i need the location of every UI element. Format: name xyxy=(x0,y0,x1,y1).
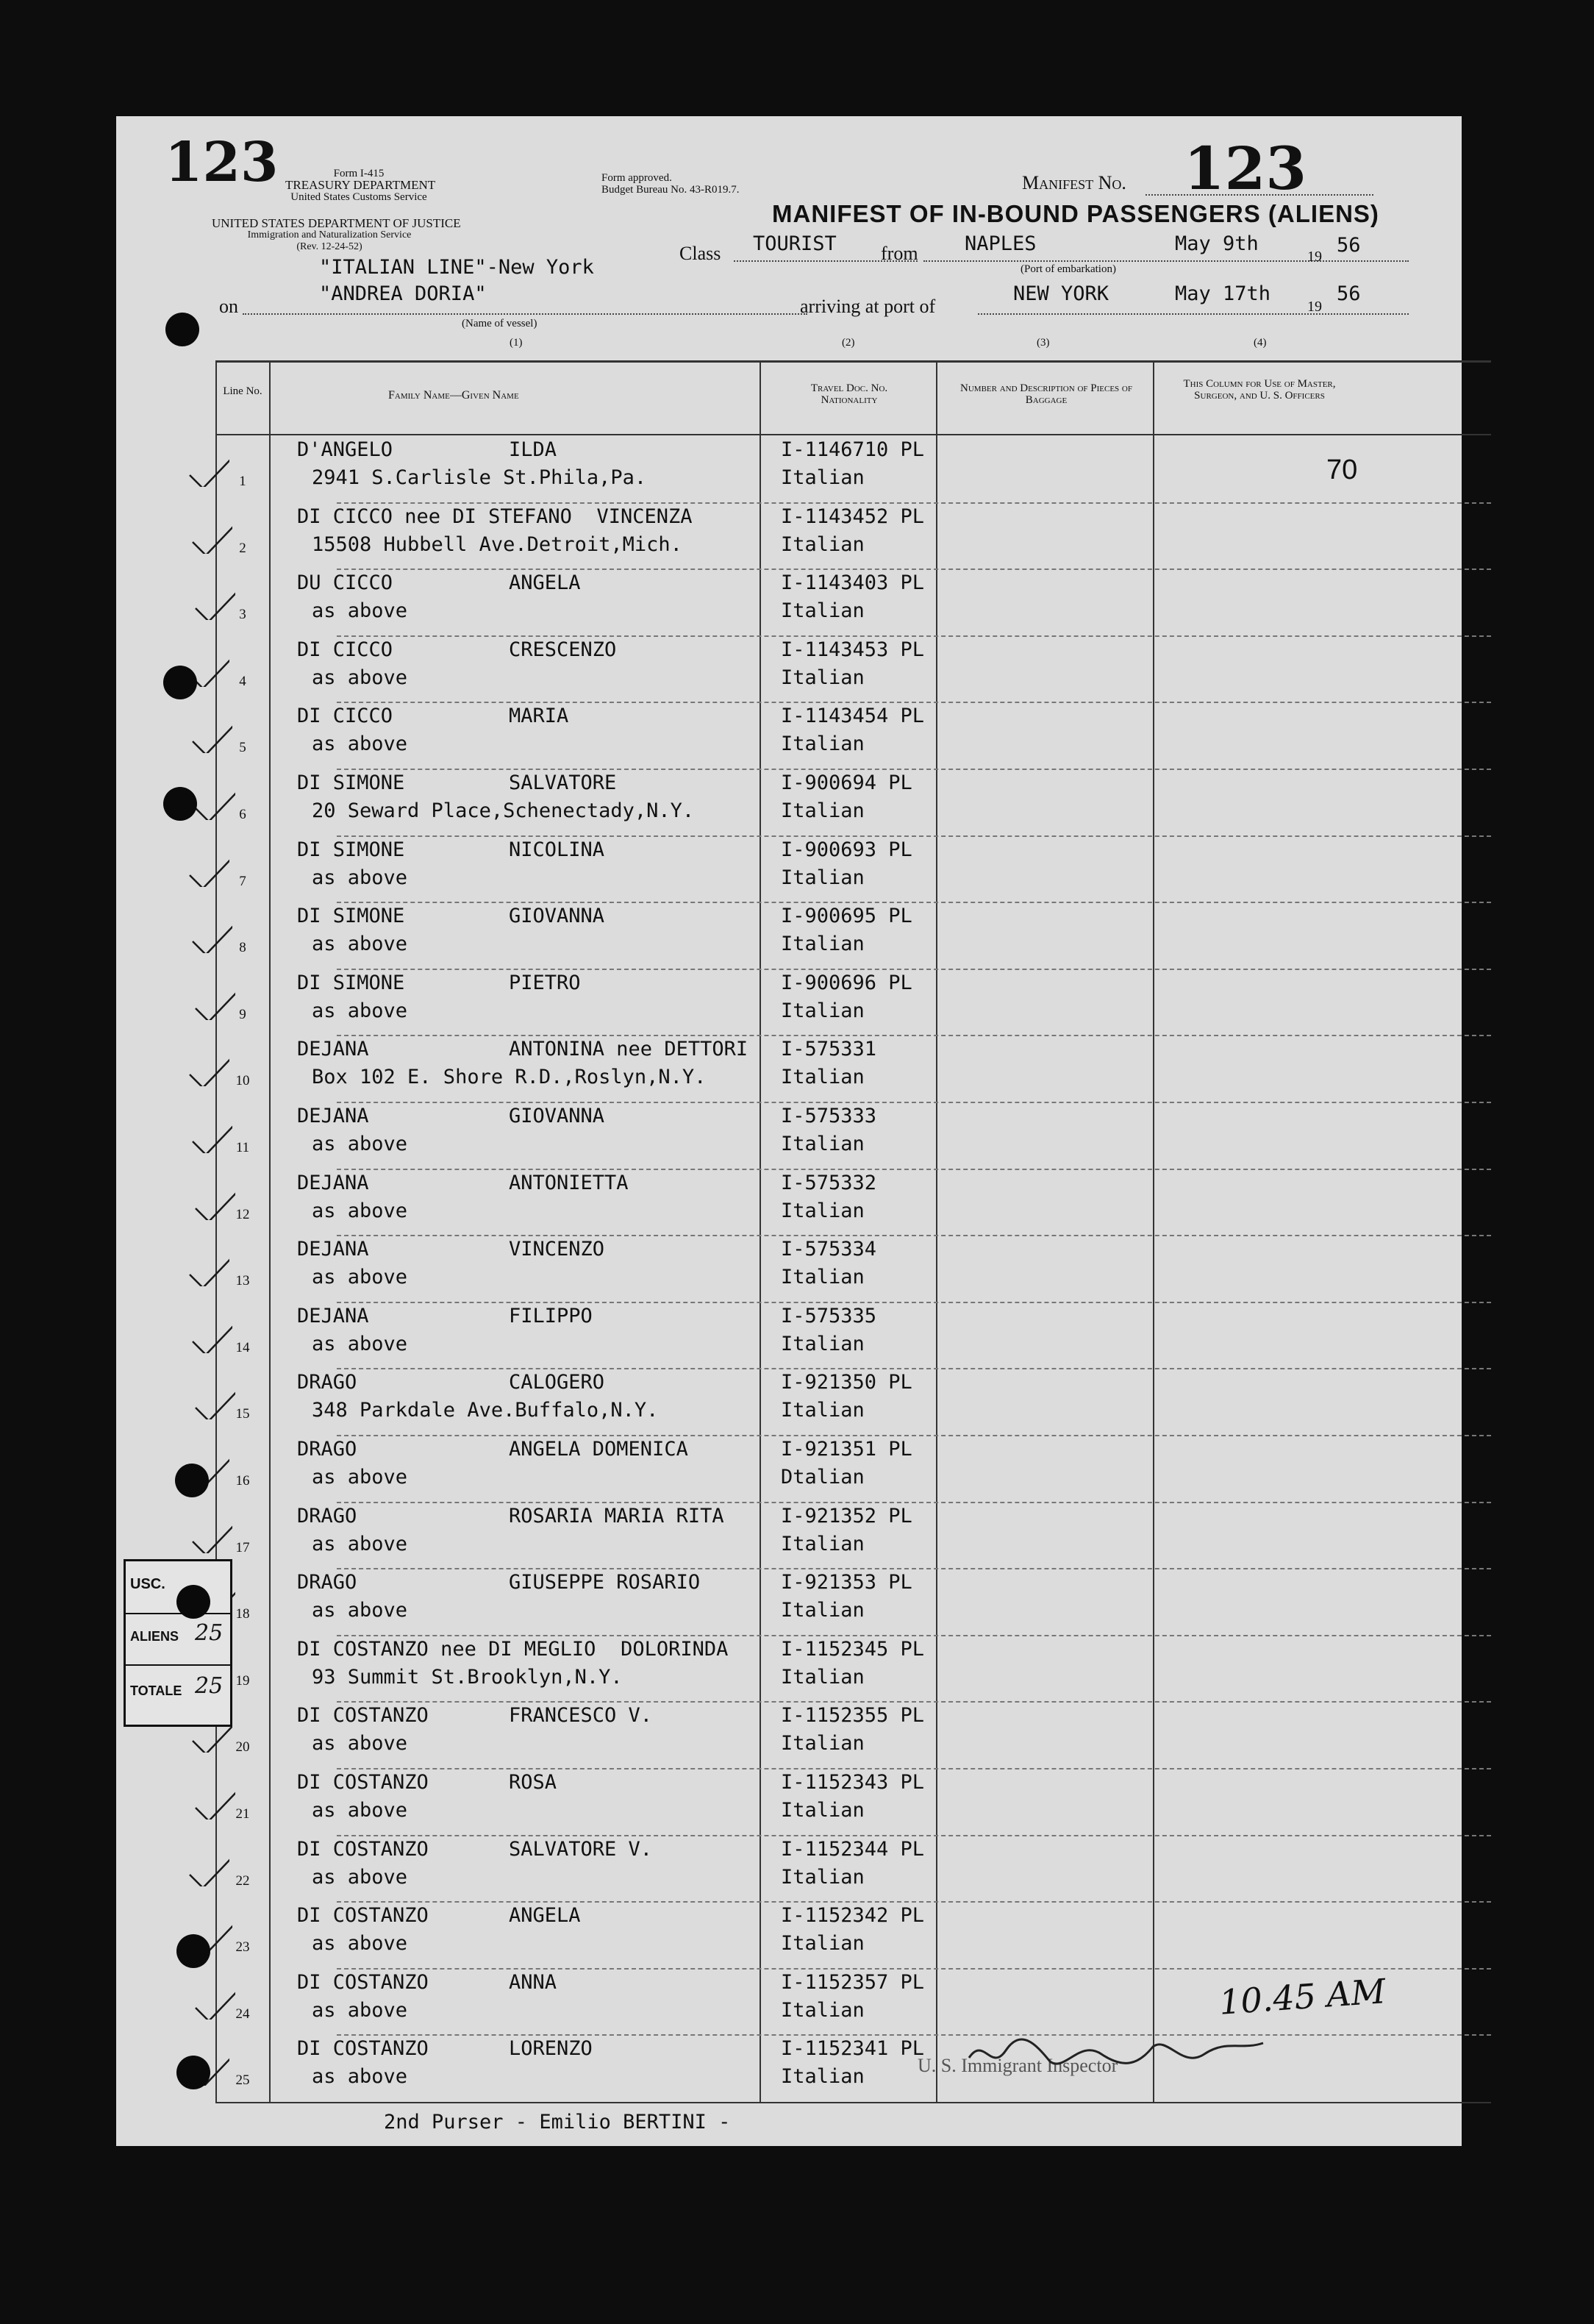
vessel-underline xyxy=(243,313,807,315)
travel-document-number: I-575331 xyxy=(781,1038,877,1061)
punch-hole xyxy=(165,313,199,346)
address-or-note: 20 Seward Place,Schenectady,N.Y. xyxy=(312,799,695,822)
given-name: ROSA xyxy=(509,1771,557,1794)
line-number: 2 xyxy=(239,540,246,556)
travel-document-number: I-1152345 PL xyxy=(781,1637,925,1661)
travel-document-number: I-575335 xyxy=(781,1304,877,1327)
nationality: Italian xyxy=(781,733,865,756)
line-number: 13 xyxy=(235,1273,250,1289)
address-or-note: as above xyxy=(312,1998,408,2022)
nationality: Italian xyxy=(781,1332,865,1355)
given-name: GIUSEPPE ROSARIO xyxy=(509,1571,701,1594)
nationality: Italian xyxy=(781,933,865,956)
nationality: Italian xyxy=(781,1133,865,1155)
travel-document-number: I-575334 xyxy=(781,1238,877,1261)
nationality: Italian xyxy=(781,1399,865,1422)
department-block xyxy=(212,216,461,253)
row-separator xyxy=(337,835,1491,837)
nationality: Italian xyxy=(781,532,865,556)
check-mark-icon xyxy=(193,983,235,1020)
family-name: DI COSTANZO xyxy=(297,2037,429,2061)
row-separator xyxy=(337,969,1491,970)
check-mark-icon xyxy=(193,1783,235,1819)
row-separator xyxy=(337,1235,1491,1236)
tally-total-value: 25 xyxy=(195,1673,224,1699)
nationality: Italian xyxy=(781,466,865,489)
given-name: ANGELA xyxy=(509,1904,581,1928)
column-number-3: (3) xyxy=(1037,337,1050,349)
given-name: ANTONIETTA xyxy=(509,1171,629,1194)
form-approved-label: Form approved. xyxy=(601,172,672,184)
form-number: Form I-415 xyxy=(333,168,385,179)
department-name: UNITED STATES DEPARTMENT OF JUSTICE xyxy=(212,216,461,230)
family-name: DI CICCO nee DI STEFANO xyxy=(297,505,572,528)
check-mark-icon xyxy=(193,783,235,820)
table-bottom-rule xyxy=(215,2102,1491,2103)
line-number: 18 xyxy=(235,1606,250,1622)
address-or-note: as above xyxy=(312,999,408,1022)
line-number: 9 xyxy=(239,1006,246,1022)
row-separator xyxy=(337,1968,1491,1970)
class-value: TOURIST xyxy=(753,232,837,255)
line-number: 1 xyxy=(239,474,246,489)
row-separator xyxy=(337,1435,1491,1436)
nationality: Italian xyxy=(781,1932,865,1956)
address-or-note: as above xyxy=(312,599,408,623)
travel-document-number: I-900693 PL xyxy=(781,838,912,861)
header-line-no: Line No. xyxy=(223,385,262,397)
address-or-note: 348 Parkdale Ave.Buffalo,N.Y. xyxy=(312,1399,659,1422)
check-mark-icon xyxy=(187,450,229,487)
travel-document-number: I-1143452 PL xyxy=(781,505,925,528)
family-name: DEJANA xyxy=(297,1171,369,1194)
embarkation-port: NAPLES xyxy=(965,232,1037,255)
family-name: DEJANA xyxy=(297,1105,369,1127)
punch-hole xyxy=(163,787,197,821)
family-name: DI SIMONE xyxy=(297,905,405,928)
arrival-port: NEW YORK xyxy=(1013,282,1109,305)
check-mark-icon xyxy=(193,1383,235,1419)
row-separator xyxy=(337,1835,1491,1836)
given-name: VINCENZA xyxy=(596,505,693,528)
given-name: NICOLINA xyxy=(509,838,605,861)
budget-bureau-number: Budget Bureau No. 43-R019.7. xyxy=(601,184,740,196)
nationality: Italian xyxy=(781,599,865,623)
family-name: DEJANA xyxy=(297,1038,369,1061)
address-or-note: as above xyxy=(312,1732,408,1756)
row-separator xyxy=(337,902,1491,903)
line-number: 17 xyxy=(235,1539,250,1555)
family-name: DI SIMONE xyxy=(297,838,405,861)
from-label: from xyxy=(881,243,918,264)
line-number: 15 xyxy=(235,1406,250,1422)
line-number: 22 xyxy=(235,1872,250,1889)
given-name: LORENZO xyxy=(509,2037,593,2061)
check-mark-icon xyxy=(190,916,232,953)
family-name: DI COSTANZO nee DI MEGLIO xyxy=(297,1637,596,1661)
address-or-note: as above xyxy=(312,1466,408,1489)
vessel-line-company: "ITALIAN LINE"-New York xyxy=(319,256,594,279)
manifest-title: MANIFEST OF IN-BOUND PASSENGERS (ALIENS) xyxy=(772,200,1379,227)
address-or-note: as above xyxy=(312,1199,408,1222)
given-name: ROSARIA MARIA RITA xyxy=(509,1504,724,1528)
nationality: Italian xyxy=(781,1599,865,1622)
inspector-signature xyxy=(962,2028,1270,2080)
address-or-note: as above xyxy=(312,1332,408,1355)
given-name: ANGELA DOMENICA xyxy=(509,1438,688,1461)
line-number: 14 xyxy=(235,1339,250,1355)
family-name: DI COSTANZO xyxy=(297,1904,429,1928)
check-mark-icon xyxy=(187,1850,229,1886)
row-separator xyxy=(337,1368,1491,1369)
nationality: Italian xyxy=(781,1799,865,1822)
doc-baggage-divider xyxy=(936,360,937,2103)
address-or-note: as above xyxy=(312,2065,408,2089)
tally-usc-label: USC. xyxy=(130,1576,165,1592)
punch-hole xyxy=(176,1585,210,1619)
inspector-label: U. S. Immigrant Inspector xyxy=(918,2055,1118,2076)
form-service: United States Customs Service xyxy=(290,191,427,203)
line-number: 6 xyxy=(239,807,246,822)
column-number-2: (2) xyxy=(842,337,855,349)
line-number: 7 xyxy=(239,873,246,889)
nationality: Dtalian xyxy=(781,1466,865,1489)
address-or-note: Box 102 E. Shore R.D.,Roslyn,N.Y. xyxy=(312,1066,707,1089)
manifest-sheet xyxy=(116,116,1462,2146)
family-name: DI COSTANZO xyxy=(297,1704,429,1728)
arriving-label: arriving at port of xyxy=(800,296,936,317)
arrival-date: May 17th xyxy=(1175,282,1271,305)
arrival-underline xyxy=(978,313,1409,315)
corner-manifest-number: 123 xyxy=(165,131,279,194)
arrival-year-prefix: 19 xyxy=(1307,299,1322,315)
tally-divider-2 xyxy=(126,1664,230,1666)
family-name: DEJANA xyxy=(297,1238,369,1261)
table-left-rule xyxy=(215,360,217,2103)
travel-document-number: I-1152342 PL xyxy=(781,1904,925,1928)
port-of-embarkation-caption: (Port of embarkation) xyxy=(1021,263,1116,275)
nationality: Italian xyxy=(781,999,865,1022)
travel-document-number: I-1143453 PL xyxy=(781,638,925,661)
family-name: DI CICCO xyxy=(297,705,393,728)
given-name: SALVATORE V. xyxy=(509,1837,653,1861)
travel-document-number: I-921351 PL xyxy=(781,1438,912,1461)
nationality: Italian xyxy=(781,866,865,889)
nationality: Italian xyxy=(781,1665,865,1689)
given-name: CALOGERO xyxy=(509,1371,605,1394)
given-name: MARIA xyxy=(509,705,569,728)
check-mark-icon xyxy=(193,583,235,620)
line-number: 23 xyxy=(235,1939,250,1956)
family-name: DRAGO xyxy=(297,1438,357,1461)
arrival-year: 56 xyxy=(1337,282,1361,305)
travel-document-number: I-921350 PL xyxy=(781,1371,912,1394)
punch-hole xyxy=(163,666,197,699)
travel-document-number: I-900694 PL xyxy=(781,771,912,794)
family-name: DU CICCO xyxy=(297,571,393,595)
nationality: Italian xyxy=(781,799,865,822)
travel-document-number: I-900696 PL xyxy=(781,971,912,994)
nationality: Italian xyxy=(781,1865,865,1889)
row-separator xyxy=(337,1635,1491,1636)
punch-hole xyxy=(175,1464,209,1497)
row-separator xyxy=(337,1568,1491,1569)
manifest-no-value: 123 xyxy=(1184,134,1307,203)
row-separator xyxy=(337,1502,1491,1503)
given-name: GIOVANNA xyxy=(509,1105,605,1127)
line-number: 16 xyxy=(235,1473,250,1489)
nationality: Italian xyxy=(781,1732,865,1756)
tally-aliens-value: 25 xyxy=(195,1620,224,1646)
vessel-caption: (Name of vessel) xyxy=(462,318,537,329)
baggage-officers-divider xyxy=(1153,360,1154,2103)
given-name: ANTONINA nee DETTORI xyxy=(509,1038,748,1061)
row-separator xyxy=(337,1302,1491,1303)
row-separator xyxy=(337,2034,1491,2036)
family-name: DRAGO xyxy=(297,1571,357,1594)
row-separator xyxy=(337,1768,1491,1769)
address-or-note: as above xyxy=(312,1133,408,1155)
given-name: GIOVANNA xyxy=(509,905,605,928)
departure-year-prefix: 19 xyxy=(1307,249,1322,265)
nationality: Italian xyxy=(781,1066,865,1089)
given-name: PIETRO xyxy=(509,971,581,994)
revision-date: (Rev. 12-24-52) xyxy=(296,241,362,252)
nationality: Italian xyxy=(781,1998,865,2022)
form-approved-block xyxy=(601,172,739,196)
line-number: 12 xyxy=(235,1206,250,1222)
check-mark-icon xyxy=(190,1516,232,1553)
punch-hole xyxy=(176,1934,210,1968)
service-name: Immigration and Naturalization Service xyxy=(247,229,412,240)
check-mark-icon xyxy=(193,1183,235,1220)
given-name: CRESCENZO xyxy=(509,638,617,661)
punch-hole xyxy=(176,2056,210,2089)
line-number: 5 xyxy=(239,740,246,756)
given-name: ANNA xyxy=(509,1970,557,1994)
travel-document-number: I-1152355 PL xyxy=(781,1704,925,1728)
given-name: ANGELA xyxy=(509,571,581,595)
travel-document-number: I-1143403 PL xyxy=(781,571,925,595)
address-or-note: as above xyxy=(312,1799,408,1822)
check-mark-icon xyxy=(190,1316,232,1353)
family-name: DRAGO xyxy=(297,1504,357,1528)
travel-document-number: I-921353 PL xyxy=(781,1571,912,1594)
tally-total-label: TOTALE xyxy=(130,1683,182,1698)
address-or-note: as above xyxy=(312,1865,408,1889)
class-label: Class xyxy=(679,243,721,264)
from-underline xyxy=(923,260,1409,262)
row-separator xyxy=(337,1701,1491,1703)
given-name: SALVATORE xyxy=(509,771,617,794)
row-separator xyxy=(337,635,1491,637)
row-separator xyxy=(337,1035,1491,1036)
travel-document-number: I-1152343 PL xyxy=(781,1771,925,1794)
row-separator xyxy=(337,568,1491,570)
column-number-1: (1) xyxy=(510,337,523,349)
family-name: DRAGO xyxy=(297,1371,357,1394)
check-mark-icon xyxy=(187,1049,229,1086)
vessel-name: "ANDREA DORIA" xyxy=(319,282,487,305)
given-name: FRANCESCO V. xyxy=(509,1704,653,1728)
line-number: 21 xyxy=(235,1806,250,1822)
row-separator xyxy=(337,1169,1491,1170)
departure-date: May 9th xyxy=(1175,232,1259,255)
departure-year: 56 xyxy=(1337,234,1361,257)
row-separator xyxy=(337,702,1491,703)
family-name: DI SIMONE xyxy=(297,971,405,994)
address-or-note: as above xyxy=(312,1266,408,1289)
arrival-time-note: 10.45 AM xyxy=(1218,1971,1387,2022)
travel-document-number: I-1152357 PL xyxy=(781,1970,925,1994)
nationality: Italian xyxy=(781,666,865,689)
family-name: D'ANGELO xyxy=(297,438,393,461)
check-mark-icon xyxy=(187,850,229,887)
travel-document-number: I-1146710 PL xyxy=(781,438,925,461)
line-number: 24 xyxy=(235,2006,250,2022)
address-or-note: 93 Summit St.Brooklyn,N.Y. xyxy=(312,1665,623,1689)
line-no-divider xyxy=(269,360,271,2103)
given-name: DOLORINDA xyxy=(621,1637,729,1661)
check-mark-icon xyxy=(193,1983,235,2020)
address-or-note: 2941 S.Carlisle St.Phila,Pa. xyxy=(312,466,647,489)
nationality: Italian xyxy=(781,1266,865,1289)
family-name: DEJANA xyxy=(297,1304,369,1327)
travel-document-number: I-575333 xyxy=(781,1105,877,1127)
family-name: DI COSTANZO xyxy=(297,1771,429,1794)
column-number-4: (4) xyxy=(1254,337,1267,349)
check-mark-icon xyxy=(190,1116,232,1153)
header-baggage: Number and Description of Pieces of Baggage xyxy=(960,382,1132,406)
travel-document-number: I-1143454 PL xyxy=(781,705,925,728)
tally-stamp xyxy=(124,1559,232,1727)
header-name: Family Name—Given Name xyxy=(388,389,519,402)
given-name: ILDA xyxy=(509,438,557,461)
name-doc-divider xyxy=(760,360,761,2103)
family-name: DI SIMONE xyxy=(297,771,405,794)
row-separator xyxy=(337,502,1491,504)
table-top-rule xyxy=(215,360,1491,363)
address-or-note: 15508 Hubbell Ave.Detroit,Mich. xyxy=(312,532,682,556)
travel-document-number: I-1152341 PL xyxy=(781,2037,925,2061)
tally-aliens-label: ALIENS xyxy=(130,1629,179,1644)
travel-document-number: I-575332 xyxy=(781,1171,877,1194)
travel-document-number: I-1152344 PL xyxy=(781,1837,925,1861)
family-name: DI COSTANZO xyxy=(297,1837,429,1861)
address-or-note: as above xyxy=(312,933,408,956)
check-mark-icon xyxy=(190,716,232,753)
line-number: 4 xyxy=(239,673,246,689)
tally-divider-1 xyxy=(126,1613,230,1614)
line-number: 25 xyxy=(235,2072,250,2089)
travel-document-number: I-921352 PL xyxy=(781,1504,912,1528)
address-or-note: as above xyxy=(312,1532,408,1555)
on-label: on xyxy=(219,296,238,317)
form-dept: TREASURY DEPARTMENT xyxy=(285,178,436,192)
header-travel-doc: Travel Doc. No. Nationality xyxy=(810,382,888,406)
purser-line: 2nd Purser - Emilio BERTINI - xyxy=(384,2111,731,2134)
line-number: 19 xyxy=(235,1672,250,1689)
address-or-note: as above xyxy=(312,866,408,889)
address-or-note: as above xyxy=(312,666,408,689)
table-header-rule xyxy=(215,434,1491,435)
row-separator xyxy=(337,1901,1491,1903)
row-separator xyxy=(337,1102,1491,1103)
check-mark-icon xyxy=(190,517,232,554)
line-number: 10 xyxy=(235,1073,250,1089)
address-or-note: as above xyxy=(312,1932,408,1956)
travel-document-number: I-900695 PL xyxy=(781,905,912,928)
line-number: 20 xyxy=(235,1739,250,1756)
line-number: 11 xyxy=(235,1140,250,1155)
line-number: 3 xyxy=(239,607,246,623)
nationality: Italian xyxy=(781,1532,865,1555)
officer-note-row1: 70 xyxy=(1326,455,1358,485)
nationality: Italian xyxy=(781,2065,865,2089)
given-name: FILIPPO xyxy=(509,1304,593,1327)
line-number: 8 xyxy=(239,940,246,956)
header-officers: This Column for Use of Master, Surgeon, and U. S. Officers xyxy=(1183,378,1336,402)
address-or-note: as above xyxy=(312,1599,408,1622)
nationality: Italian xyxy=(781,1199,865,1222)
address-or-note: as above xyxy=(312,733,408,756)
family-name: DI COSTANZO xyxy=(297,1970,429,1994)
manifest-no-label: Manifest No. xyxy=(1022,172,1126,193)
given-name: VINCENZO xyxy=(509,1238,605,1261)
check-mark-icon xyxy=(187,1250,229,1286)
family-name: DI CICCO xyxy=(297,638,393,661)
row-separator xyxy=(337,769,1491,770)
form-id-block xyxy=(285,168,436,203)
